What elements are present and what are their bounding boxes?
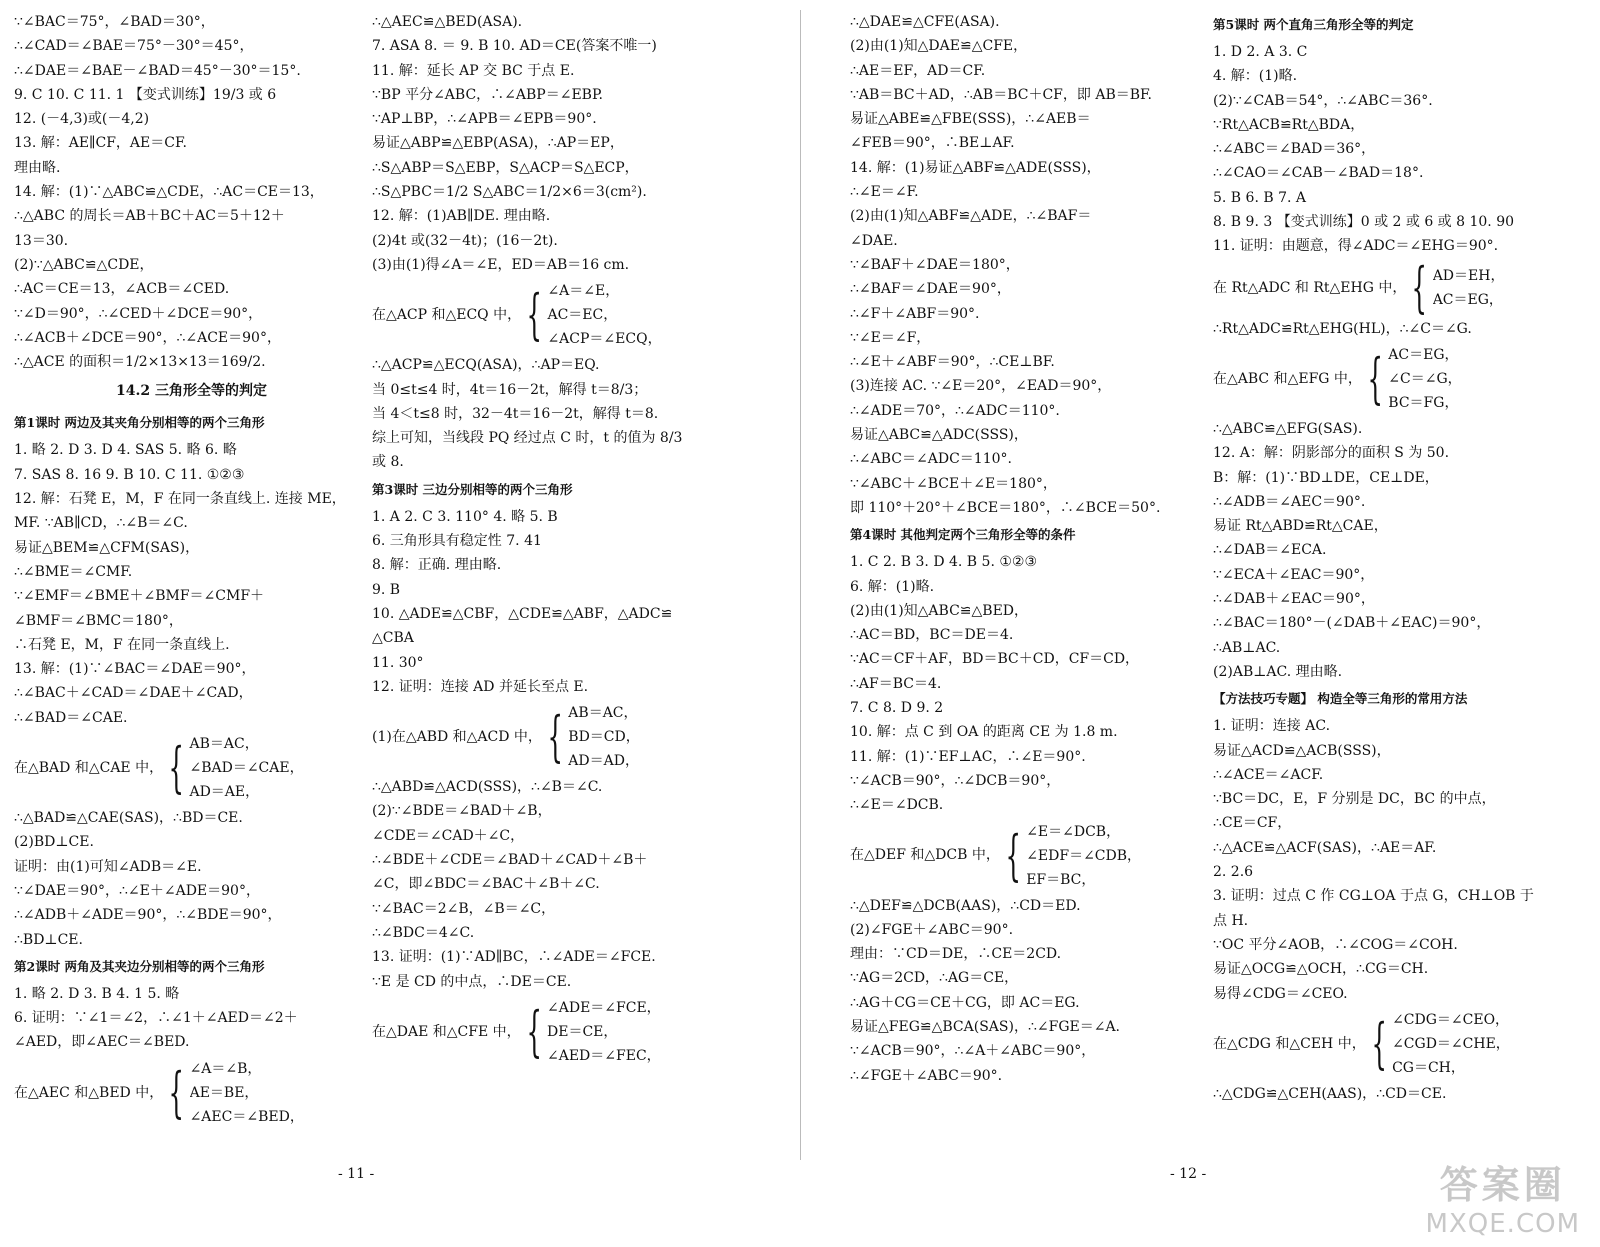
- brace-lines: [1433, 264, 1505, 312]
- answer-line: ∴∠ACB＋∠DCE＝90°，∴∠ACE＝90°，: [14, 329, 281, 346]
- answer-line: ∵∠D＝90°，∴∠CED＋∠DCE＝90°，: [14, 305, 263, 322]
- answer-line: ∴∠E＝∠DCB.: [850, 797, 944, 814]
- answer-line: 理由略.: [14, 159, 61, 176]
- answer-line: ∴∠DAE＝∠BAE－∠BAD＝45°－30°＝15°.: [14, 62, 301, 79]
- brace-line: ∠AEC＝∠BED，: [189, 1108, 304, 1125]
- answer-line: ∴AC＝BD，BC＝DE＝4.: [850, 627, 1014, 644]
- answer-line: 11. 解：延长 AP 交 BC 于点 E.: [372, 62, 575, 79]
- answer-line: 4. 解：(1)略.: [1213, 68, 1298, 85]
- answer-line: 11. 解：(1)∵EF⊥AC，∴∠E＝90°.: [850, 748, 1086, 765]
- answer-line: ∴△ABC≌△EFG(SAS).: [1213, 420, 1363, 437]
- answer-line: ∵∠BAC＝75°，∠BAD＝30°，: [14, 14, 215, 30]
- brace-symbol: {: [1411, 255, 1428, 319]
- answer-line: ∴△DAE≌△CFE(ASA).: [850, 14, 1000, 30]
- answer-line: (2)∠FGE＋∠ABC＝90°.: [850, 921, 1014, 938]
- answer-line: ∵∠ECA＋∠EAC＝90°，: [1213, 566, 1375, 583]
- answer-line: 易证△ABP≌△EBP(ASA)，∴AP＝EP，: [372, 135, 624, 152]
- answer-line: 1. D 2. A 3. C: [1213, 44, 1308, 60]
- brace-symbol: {: [1367, 346, 1383, 410]
- answer-line: ∴∠BAD＝∠CAE.: [14, 709, 128, 726]
- brace-intro: 在△BAD 和△CAE 中，: [14, 759, 164, 776]
- answer-line: ∴△ABD≌△ACD(SSS)，∴∠B＝∠C.: [372, 779, 603, 796]
- answer-line: 1. A 2. C 3. 110° 4. 略 5. B: [372, 508, 558, 525]
- brace-line: AD＝EH，: [1432, 267, 1505, 284]
- brace-line: ∠C＝∠G，: [1388, 370, 1462, 387]
- section-heading: 14.2 三角形全等的判定: [116, 383, 267, 400]
- lesson-heading: 第3课时 三边分别相等的两个三角形: [372, 481, 573, 497]
- answer-line: ∴△AEC≌△BED(ASA).: [372, 14, 523, 30]
- answer-line: ∴∠ABC＝∠BAD＝36°，: [1213, 141, 1376, 158]
- answer-line: 即 110°＋20°＋∠BCE＝180°，∴∠BCE＝50°.: [850, 499, 1161, 516]
- answer-line: 14. 解：(1)易证△ABF≌△ADE(SSS)，: [850, 159, 1101, 176]
- brace-line: AC＝EC，: [547, 307, 618, 324]
- answer-line: 12. 解：石凳 E，M，F 在同一条直线上. 连接 ME，: [14, 491, 346, 508]
- brace-system: [14, 1057, 369, 1129]
- brace-system: [850, 820, 1205, 892]
- page-divider: [800, 10, 801, 1160]
- answer-line: ∵E 是 CD 的中点，∴DE＝CE.: [372, 973, 572, 990]
- brace-system: [372, 279, 732, 351]
- answer-line: ∴△ACE≌△ACF(SAS)，∴AE＝AF.: [1213, 839, 1437, 856]
- answer-line: ∴∠BDC＝4∠C.: [372, 924, 475, 941]
- answer-line: 易证△ABE≌△FBE(SSS)，∴∠AEB＝: [850, 111, 1091, 128]
- answer-line: 11. 30°: [372, 654, 424, 671]
- lesson-heading: 第2课时 两角及其夹边分别相等的两个三角形: [14, 958, 265, 974]
- brace-line: ∠E＝∠DCB，: [1026, 823, 1121, 840]
- brace-symbol: {: [168, 1060, 185, 1124]
- answer-line: (2)4t 或(32－4t)；(16－2t).: [372, 232, 558, 249]
- answer-column-1: [14, 10, 369, 1131]
- answer-line: 8. 解：正确. 理由略.: [372, 557, 502, 574]
- answer-line: 1. 略 2. D 3. D 4. SAS 5. 略 6. 略: [14, 442, 237, 459]
- answer-line: 12. 证明：连接 AD 并延长至点 E.: [372, 678, 589, 695]
- answer-line: ∴∠ABC＝∠ADC＝110°.: [850, 451, 1012, 468]
- answer-line: (2)由(1)知△DAE≌△CFE，: [850, 38, 1028, 55]
- answer-line: ∴∠ADE＝70°，∴∠ADC＝110°.: [850, 402, 1060, 419]
- answer-line: ∴△ACP≌△ECQ(ASA)，∴AP＝EQ.: [372, 357, 600, 374]
- brace-symbol: {: [526, 999, 542, 1063]
- answer-line: 6. 三角形具有稳定性 7. 41: [372, 533, 542, 550]
- brace-line: BD＝CD，: [568, 729, 640, 746]
- answer-line: 12. A：解：阴影部分的面积 S 为 50.: [1213, 445, 1450, 462]
- answer-line: ∴∠ADB＋∠ADE＝90°，∴∠BDE＝90°，: [14, 907, 282, 924]
- answer-line: 6. 证明：∵∠1＝∠2，∴∠1＋∠AED＝∠2＋: [14, 1010, 298, 1027]
- answer-line: ∵∠ACB＝90°，∴∠DCB＝90°，: [850, 772, 1061, 789]
- answer-line: 易证△ABC≌△ADC(SSS)，: [850, 427, 1028, 444]
- answer-line: ∠FEB＝90°，∴BE⊥AF.: [850, 135, 1015, 152]
- answer-line: ∵∠ABC＋∠BCE＋∠E＝180°，: [850, 475, 1057, 492]
- answer-line: ∴△DEF≌△DCB(AAS)，∴CD＝ED.: [850, 897, 1081, 914]
- answer-line: ∴∠BME＝∠CMF.: [14, 563, 133, 580]
- answer-line: (2)∵∠CAB＝54°，∴∠ABC＝36°.: [1213, 92, 1433, 109]
- brace-lines: [1392, 1008, 1510, 1080]
- answer-line: (3)由(1)得∠A＝∠E，ED＝AB＝16 cm.: [372, 256, 630, 273]
- watermark-logo: [1426, 1154, 1580, 1239]
- page-number-left: - 11 -: [338, 1166, 375, 1182]
- answer-line: 易证 Rt△ABD≌Rt△CAE，: [1213, 518, 1388, 535]
- lesson-heading: 【方法技巧专题】 构造全等三角形的常用方法: [1213, 691, 1468, 707]
- answer-line: ∵∠EMF＝∠BME＋∠BMF＝∠CMF＋: [14, 588, 265, 605]
- answer-line: 1. C 2. B 3. D 4. B 5. ①②③: [850, 554, 1038, 571]
- answer-line: ∵∠E＝∠F，: [850, 329, 931, 346]
- answer-line: 13＝30.: [14, 232, 69, 249]
- answer-line: 13. 解：(1)∵∠BAC＝∠DAE＝90°，: [14, 661, 256, 678]
- answer-line: ∠BMF＝∠BMC＝180°，: [14, 612, 183, 629]
- page-number-right: - 12 -: [1170, 1166, 1207, 1182]
- answer-line: ∵∠ACB＝90°，∴∠A＋∠ABC＝90°，: [850, 1043, 1096, 1060]
- answer-line: 3. 证明：过点 C 作 CG⊥OA 于点 G，CH⊥OB 于: [1213, 888, 1534, 905]
- brace-lines: [568, 701, 639, 773]
- answer-line: ∴∠BAC＋∠CAD＝∠DAE＋∠CAD，: [14, 685, 253, 702]
- brace-line: ∠CDG＝∠CEO，: [1392, 1011, 1510, 1028]
- answer-line: ∴S△ABP＝S△EBP，S△ACP＝S△ECP，: [372, 159, 639, 176]
- watermark-text: 答案圈: [1439, 1163, 1566, 1207]
- brace-intro: 在△CDG 和△CEH 中，: [1213, 1035, 1366, 1052]
- brace-intro: (1)在△ABD 和△ACD 中，: [372, 728, 542, 745]
- answer-line: 点 H.: [1213, 912, 1249, 929]
- answer-line: 易证△FEG≌△BCA(SAS)，∴∠FGE＝∠A.: [850, 1018, 1121, 1035]
- answer-line: △CBA: [372, 630, 414, 647]
- brace-lines: [190, 1057, 304, 1129]
- answer-line: ∴∠BDE＋∠CDE＝∠BAD＋∠CAD＋∠B＋: [372, 852, 648, 869]
- answer-line: 1. 证明：连接 AC.: [1213, 718, 1331, 735]
- brace-symbol: {: [1005, 823, 1021, 887]
- answer-line: ∴∠E＋∠ABF＝90°，∴CE⊥BF.: [850, 354, 1055, 371]
- answer-line: ∵AB＝BC＋AD，∴AB＝BC＋CF，即 AB＝BF.: [850, 86, 1153, 103]
- brace-line: ∠ADE＝∠FCE，: [547, 999, 661, 1016]
- answer-line: 易证△ACD≌△ACB(SSS)，: [1213, 742, 1391, 759]
- answer-line: ∴∠ADB＝∠AEC＝90°.: [1213, 493, 1366, 510]
- brace-line: BC＝FG，: [1388, 394, 1459, 411]
- brace-line: AC＝EG，: [1432, 291, 1503, 308]
- brace-line: AB＝AC，: [568, 705, 638, 722]
- answer-line: 14. 解：(1)∵△ABC≌△CDE，∴AC＝CE＝13，: [14, 184, 324, 201]
- brace-symbol: {: [1371, 1011, 1387, 1075]
- answer-line: ∴S△PBC＝1/2 S△ABC＝1/2×6＝3(cm²).: [372, 184, 647, 201]
- answer-line: (2)由(1)知△ABF≌△ADE，∴∠BAF＝: [850, 208, 1092, 225]
- answer-line: ∴∠FGE＋∠ABC＝90°.: [850, 1067, 1003, 1084]
- answer-line: ∠DAE.: [850, 232, 898, 249]
- answer-line: ∵∠BAF＋∠DAE＝180°，: [850, 256, 1020, 273]
- answer-line: 13. 解：AE∥CF，AE＝CF.: [14, 135, 187, 152]
- answer-line: ∴BD⊥CE.: [14, 931, 83, 948]
- answer-line: ∴∠BAC＝180°－(∠DAB＋∠EAC)＝90°，: [1213, 615, 1491, 632]
- answer-line: ∴△ACE 的面积＝1/2×13×13＝169/2.: [14, 354, 266, 371]
- brace-line: ∠ACP＝∠ECQ，: [547, 331, 662, 348]
- brace-lines: [547, 996, 661, 1068]
- brace-lines: [547, 279, 661, 351]
- brace-line: EF＝BC，: [1026, 871, 1096, 888]
- answer-column-2: [372, 10, 732, 1070]
- answer-line: ∵∠DAE＝90°，∴∠E＋∠ADE＝90°，: [14, 882, 260, 899]
- answer-line: MF. ∵AB∥CD，∴∠B＝∠C.: [14, 515, 188, 532]
- brace-lines: [1026, 820, 1141, 892]
- brace-line: ∠A＝∠B，: [189, 1060, 262, 1077]
- brace-system: [1213, 1008, 1588, 1080]
- answer-line: 当 0≤t≤4 时，4t＝16－2t，解得 t＝8/3；: [372, 381, 648, 398]
- answer-line: ∵AC＝CF＋AF，BD＝BC＋CD，CF＝CD，: [850, 651, 1140, 668]
- answer-line: (2)BD⊥CE.: [14, 834, 94, 851]
- answer-line: 综上可知，当线段 PQ 经过点 C 时，t 的值为 8/3: [372, 430, 683, 447]
- brace-system: [1213, 255, 1588, 319]
- watermark-url: MXQE.COM: [1425, 1209, 1580, 1239]
- brace-intro: 在△DAE 和△CFE 中，: [372, 1023, 521, 1040]
- brace-line: AE＝BE，: [189, 1084, 259, 1101]
- answer-line: (2)∵△ABC≌△CDE，: [14, 256, 154, 273]
- answer-line: ∴∠CAO＝∠CAB－∠BAD＝18°.: [1213, 165, 1424, 182]
- answer-line: ∵OC 平分∠AOB，∴∠COG＝∠COH.: [1213, 936, 1458, 953]
- answer-line: ∴石凳 E，M，F 在同一条直线上.: [14, 636, 230, 653]
- answer-column-3: [850, 10, 1205, 1088]
- answer-line: 9. C 10. C 11. 1 【变式训练】19/3 或 6: [14, 86, 277, 103]
- brace-line: ∠EDF＝∠CDB，: [1026, 847, 1142, 864]
- brace-line: ∠AED＝∠FEC，: [547, 1047, 661, 1064]
- brace-intro: 在△DEF 和△DCB 中，: [850, 847, 1000, 864]
- answer-line: ∴∠BAF＝∠DAE＝90°，: [850, 281, 1011, 298]
- answer-line: ∴△BAD≌△CAE(SAS)，∴BD＝CE.: [14, 810, 243, 827]
- brace-line: ∠BAD＝∠CAE，: [189, 760, 304, 777]
- answer-line: 10. 解：点 C 到 OA 的距离 CE 为 1.8 m.: [850, 724, 1118, 741]
- brace-line: AD＝AE，: [189, 784, 260, 801]
- brace-symbol: {: [526, 283, 543, 347]
- brace-system: [14, 732, 369, 804]
- answer-line: 当 4＜t≤8 时，32－4t＝16－2t，解得 t＝8.: [372, 405, 659, 422]
- answer-line: ∴∠ACE＝∠ACF.: [1213, 766, 1324, 783]
- answer-line: 2. 2.6: [1213, 864, 1254, 881]
- brace-intro: 在 Rt△ADC 和 Rt△EHG 中，: [1213, 279, 1407, 296]
- answer-line: ∴∠DAB＋∠EAC＝90°，: [1213, 591, 1375, 608]
- answer-line: 易得∠CDG＝∠CEO.: [1213, 985, 1348, 1002]
- brace-intro: 在△AEC 和△BED 中，: [14, 1084, 164, 1101]
- answer-line: ∴AE＝EF，AD＝CF.: [850, 62, 986, 79]
- answer-line: 理由：∵CD＝DE，∴CE＝2CD.: [850, 946, 1062, 963]
- brace-line: AC＝EG，: [1388, 346, 1459, 363]
- answer-line: ∴CE＝CF，: [1213, 815, 1292, 832]
- answer-line: (2)AB⊥AC. 理由略.: [1213, 663, 1343, 680]
- answer-line: ∵BP 平分∠ABC，∴∠ABP＝∠EBP.: [372, 86, 603, 103]
- answer-line: 1. 略 2. D 3. B 4. 1 5. 略: [14, 985, 180, 1002]
- brace-lines: [189, 732, 303, 804]
- answer-line: 8. B 9. 3 【变式训练】0 或 2 或 6 或 8 10. 90: [1213, 214, 1515, 231]
- answer-line: B：解：(1)∵BD⊥DE，CE⊥DE，: [1213, 469, 1439, 486]
- brace-system: [372, 996, 732, 1068]
- brace-line: CG＝CH，: [1392, 1059, 1465, 1076]
- answer-line: (2)由(1)知△ABC≌△BED，: [850, 602, 1029, 619]
- brace-line: AD＝AD，: [568, 753, 639, 770]
- answer-line: 证明：由(1)可知∠ADB＝∠E.: [14, 858, 202, 875]
- answer-line: ∴△CDG≌△CEH(AAS)，∴CD＝CE.: [1213, 1085, 1447, 1102]
- answer-line: 易证△OCG≌△OCH，∴CG＝CH.: [1213, 961, 1429, 978]
- lesson-heading: 第4课时 其他判定两个三角形全等的条件: [850, 527, 1076, 543]
- answer-line: ∠AED，即∠AEC＝∠BED.: [14, 1034, 190, 1051]
- brace-line: ∠CGD＝∠CHE，: [1392, 1035, 1510, 1052]
- answer-line: ∴∠DAB＝∠ECA.: [1213, 542, 1327, 559]
- answer-line: ∴AB⊥AC.: [1213, 639, 1281, 656]
- brace-intro: 在△ABC 和△EFG 中，: [1213, 370, 1362, 387]
- answer-line: 7. SAS 8. 16 9. B 10. C 11. ①②③: [14, 466, 245, 483]
- answer-line: 10. △ADE≌△CBF，△CDE≌△ABF，△ADC≌: [372, 605, 673, 622]
- answer-line: ∵BC＝DC，E，F 分别是 DC，BC 的中点，: [1213, 791, 1496, 808]
- answer-line: 易证△BEM≌△CFM(SAS)，: [14, 539, 200, 556]
- answer-line: ∵∠BAC＝2∠B，∠B＝∠C，: [372, 900, 556, 917]
- answer-line: ∴∠F＋∠ABF＝90°.: [850, 305, 980, 322]
- brace-intro: 在△ACP 和△ECQ 中，: [372, 307, 522, 324]
- answer-line: 12. 解：(1)AB∥DE. 理由略.: [372, 208, 551, 225]
- answer-line: ∴AG＋CG＝CE＋CG，即 AC＝EG.: [850, 994, 1080, 1011]
- brace-system: [372, 701, 732, 773]
- answer-line: ∠CDE＝∠CAD＋∠C，: [372, 827, 525, 844]
- answer-line: ∴∠CAD＝∠BAE＝75°－30°＝45°，: [14, 38, 254, 55]
- answer-line: (3)连接 AC. ∵∠E＝20°，∠EAD＝90°，: [850, 378, 1112, 395]
- answer-line: 7. ASA 8. ＝ 9. B 10. AD＝CE(答案不唯一): [372, 38, 657, 55]
- answer-line: ∠C，即∠BDC＝∠BAC＋∠B＋∠C.: [372, 876, 600, 893]
- answer-line: 12. (－4,3)或(－4,2): [14, 111, 150, 128]
- lesson-heading: 第5课时 两个直角三角形全等的判定: [1213, 17, 1414, 32]
- brace-symbol: {: [168, 736, 185, 800]
- brace-system: [1213, 343, 1588, 415]
- answer-column-4: [1213, 10, 1588, 1106]
- lesson-heading: 第1课时 两边及其夹角分别相等的两个三角形: [14, 415, 265, 431]
- answer-line: ∴AC＝CE＝13，∠ACB＝∠CED.: [14, 281, 230, 298]
- answer-line: ∴AF＝BC＝4.: [850, 675, 942, 692]
- answer-line: 13. 证明：(1)∵AD∥BC，∴∠ADE＝∠FCE.: [372, 949, 656, 966]
- answer-line: ∴Rt△ADC≌Rt△EHG(HL)，∴∠C＝∠G.: [1213, 320, 1472, 337]
- answer-line: ∵AP⊥BP，∴∠APB＝∠EPB＝90°.: [372, 111, 597, 128]
- answer-line: ∵AG＝2CD，∴AG＝CE，: [850, 970, 1019, 987]
- answer-line: 6. 解：(1)略.: [850, 578, 935, 595]
- answer-line: ∵Rt△ACB≌Rt△BDA，: [1213, 116, 1365, 133]
- answer-line: (2)∵∠BDE＝∠BAD＋∠B，: [372, 803, 552, 820]
- answer-line: 或 8.: [372, 454, 404, 471]
- answer-line: 5. B 6. B 7. A: [1213, 189, 1307, 206]
- answer-line: 9. B: [372, 581, 401, 598]
- brace-line: AB＝AC，: [189, 736, 259, 753]
- answer-line: 7. C 8. D 9. 2: [850, 700, 944, 717]
- answer-line: ∴∠E＝∠F.: [850, 184, 919, 201]
- answer-line: 11. 证明：由题意，得∠ADC＝∠EHG＝90°.: [1213, 238, 1499, 255]
- brace-symbol: {: [547, 705, 563, 769]
- brace-line: DE＝CE，: [547, 1023, 618, 1040]
- brace-lines: [1388, 343, 1461, 415]
- answer-line: ∴△ABC 的周长＝AB＋BC＋AC＝5＋12＋: [14, 208, 285, 225]
- brace-line: ∠A＝∠E，: [547, 283, 620, 300]
